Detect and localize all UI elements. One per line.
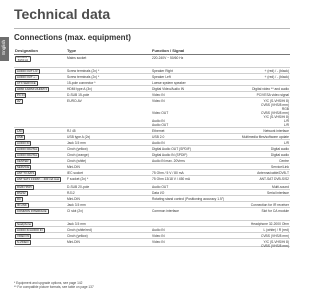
table-row	[14, 208, 290, 221]
signal-line: Antenna/cable/DVB-T	[257, 171, 289, 175]
connector-function	[152, 93, 165, 97]
language-tab-label: English	[1, 40, 6, 55]
signal-line: Digital audio	[270, 153, 289, 157]
connector-function	[152, 135, 164, 139]
connector-label	[15, 240, 31, 245]
signal-line: L (white) / R (red)	[263, 228, 289, 232]
connector-type: HDMI type A (3x)	[67, 87, 92, 91]
connector-type: IEC socket	[67, 171, 83, 175]
section-title: Connections (max. equipment)	[14, 33, 131, 42]
connector-chip: PC IN	[17, 93, 25, 97]
function-line: Data I/O	[152, 191, 165, 195]
column-header-type: Type	[67, 48, 77, 53]
connector-signal	[271, 165, 289, 169]
connector-chip: RS232	[17, 191, 26, 195]
signal-line: Y/C (S-VHS/Hi 8)	[263, 115, 289, 119]
connector-type: 15-pole connector *	[67, 81, 96, 85]
connector-signal	[271, 153, 289, 157]
connector-type: CI slot (2x)	[67, 209, 83, 213]
signal-line: Slot for CA module	[261, 209, 289, 213]
language-tab	[0, 37, 9, 61]
function-line: Ethernet	[152, 129, 165, 133]
table-row	[14, 176, 290, 184]
connector-signal	[257, 171, 289, 175]
signal-line: Digital audio	[270, 147, 289, 151]
connector-function	[152, 141, 165, 145]
connector-type: RJ 45	[67, 129, 76, 133]
function-line: Audio IN	[152, 119, 165, 123]
function-line: Digital Audio OUT (SPDIF)	[152, 147, 191, 151]
connector-function	[152, 129, 164, 133]
connector-label	[15, 177, 61, 182]
function-line: Digital Audio IN (SPDIF)	[152, 153, 188, 157]
signal-line: Network interface	[263, 129, 289, 133]
connector-chip: AUDIO IN	[17, 141, 30, 145]
connector-chip: VIDEO IN	[17, 234, 30, 238]
function-line: Audio OUT	[152, 123, 169, 127]
function-line: Audio IN max. 20Vrms	[152, 159, 185, 163]
function-line: Speaker Right	[152, 69, 173, 73]
connector-signal	[261, 99, 289, 127]
signal-line: L/R	[283, 141, 289, 145]
signal-line: L/R	[283, 119, 289, 123]
connections-table	[14, 55, 290, 247]
connector-type: Cinch (white)	[67, 159, 87, 163]
connector-type: Cinch (orange)	[67, 153, 89, 157]
connector-function	[152, 191, 164, 195]
signal-line: Multi-sound	[271, 185, 289, 189]
connector-signal	[284, 141, 289, 145]
connector-type: Jack 3.5 mm	[67, 222, 86, 226]
signal-line: Y/C (S-VHS/Hi 8)	[263, 99, 289, 103]
mains-socket-icon: 100-240V ~ 50/60 Hz	[16, 56, 30, 62]
connector-chip: AUDIO IN AUDIO IN	[17, 228, 43, 232]
connector-function	[152, 69, 173, 73]
function-line: Common interface	[152, 209, 179, 213]
connector-function	[152, 75, 171, 79]
connector-signal	[265, 69, 289, 73]
connector-chip: USB	[17, 135, 23, 139]
connector-signal	[271, 147, 289, 151]
connector-label	[15, 56, 31, 62]
function-line: Audio IN	[152, 141, 165, 145]
connector-signal	[261, 234, 289, 238]
connector-chip: RGB/YPbPr	[17, 185, 32, 189]
connector-label	[15, 99, 23, 104]
function-line: Audio OUT	[152, 185, 169, 189]
connector-type: Screw terminals (2x) *	[67, 69, 100, 73]
connector-function	[152, 153, 187, 157]
connector-type: Cinch (yellow)	[67, 234, 88, 238]
signal-line: RGB	[281, 107, 289, 111]
connector-chip: AUDIO OUT L R	[17, 69, 38, 73]
signal-line: CVBS (VHS/8 mm)	[260, 244, 289, 248]
connector-chip: AUDIO DIGITAL	[17, 147, 38, 151]
function-line: 75 Ohm / 5 V / 80 mA	[152, 171, 184, 175]
connector-type: Jack 3.5 mm	[67, 141, 86, 145]
connector-function	[152, 87, 184, 91]
connector-label	[15, 209, 49, 214]
connector-chip: ANT TV-SAT1	[17, 171, 35, 175]
connector-type: D-SUB 15-pole	[67, 93, 90, 97]
table-row	[14, 55, 290, 68]
function-line: Speaker Left	[152, 75, 171, 79]
connector-type: D-SUB 20-pole	[67, 185, 90, 189]
function-line: USB 2.0	[152, 135, 165, 139]
connector-chip: AUDIO OUT + -	[17, 75, 37, 79]
connector-type: F socket (2x) *	[67, 177, 89, 181]
signal-line: CVBS (VHS/8 mm)	[260, 234, 289, 238]
connector-function	[152, 159, 185, 163]
connector-signal	[265, 75, 289, 79]
connector-chip: LAN	[17, 129, 23, 133]
connector-function	[152, 147, 191, 151]
signal-line: Centre	[279, 159, 289, 163]
function-line: Video IN	[152, 99, 165, 103]
connector-type: Cinch (yellow)	[67, 147, 88, 151]
connector-signal	[242, 135, 289, 139]
connector-function	[152, 171, 184, 175]
connector-function	[152, 197, 224, 201]
signal-line: Service/Link	[271, 165, 289, 169]
connector-signal	[251, 222, 289, 226]
connector-function	[152, 185, 168, 189]
connector-signal	[257, 93, 289, 97]
signal-line: PC/VESA video signal	[256, 93, 289, 97]
signal-line: Connection for IR receiver	[250, 203, 289, 207]
signal-line: Digital video ** and audio	[252, 87, 289, 91]
connector-function	[152, 81, 186, 85]
function-line: 220-240V ~ 50/60 Hz	[152, 56, 184, 60]
connector-signal	[261, 240, 289, 248]
connector-type: Mini-DIN	[67, 240, 80, 244]
table-row	[14, 98, 290, 128]
function-line: Video IN	[152, 234, 165, 238]
function-line: Video IN	[152, 240, 165, 244]
connector-function	[152, 234, 165, 238]
function-line: Loewe system speaker	[152, 81, 186, 85]
connector-signal	[267, 191, 289, 195]
signal-line: L/R	[283, 123, 289, 127]
signal-line: Serial interface	[267, 191, 289, 195]
connector-chip: RC	[17, 197, 22, 201]
header-divider	[14, 28, 290, 29]
connector-chip: IR LINK	[17, 203, 27, 207]
connector-signal	[252, 87, 289, 91]
signal-line: Headphone 32-2000 Ohm	[250, 222, 289, 226]
signal-line: CVBS (VHS/8 mm)	[260, 111, 289, 115]
signal-line: + (red) / - (black)	[264, 69, 289, 73]
connector-type: Mini-DIN	[67, 197, 80, 201]
footnote: ** For compatible picture formats, see table on page 137	[14, 285, 94, 290]
signal-line: ANT-SAT DVB-S/S2	[259, 177, 289, 181]
function-line: Digital Video/Audio IN	[152, 87, 185, 91]
connector-chip: COMMON INTERFACE	[17, 209, 47, 213]
table-row	[14, 239, 290, 247]
connector-type: USB type A (2x)	[67, 135, 91, 139]
connector-signal	[251, 203, 289, 207]
function-line: Video OUT	[152, 111, 169, 115]
connector-signal	[279, 159, 289, 163]
connector-chip: HDMI 1/HDMI 2/HDMI 3	[17, 87, 47, 91]
connector-signal	[262, 209, 290, 213]
connector-function	[152, 228, 165, 232]
connector-type: Screw terminals (2x) *	[67, 75, 100, 79]
signal-line: + (red) / - (black)	[264, 75, 289, 79]
connector-chip: S-VIDEO	[17, 240, 29, 244]
connector-chip: ANT SAT1 13/18V ... 400 mA max	[17, 177, 60, 181]
function-line: 75 Ohm 13/18 V / 450 mA	[152, 177, 191, 181]
connector-function	[152, 240, 165, 244]
function-line: Rotating stand control (Positioning accuracy 1.5°)	[152, 197, 225, 201]
connector-chip: SERVICE	[17, 165, 30, 169]
connector-chip: headphone	[17, 222, 31, 226]
column-header-function: Function / Signal	[152, 48, 185, 53]
connector-type: EURO-AV	[67, 99, 82, 103]
connector-type: Jack 3.5 mm	[67, 203, 86, 207]
connector-function	[152, 56, 183, 60]
column-header-designation: Designation	[15, 48, 38, 53]
connector-function	[152, 177, 190, 181]
connector-chip: AUDIO DIGITAL	[17, 153, 38, 157]
footnote: * Equipment and upgrade options, see page 142	[14, 281, 83, 285]
connector-signal	[259, 177, 289, 181]
signal-line: Multimedia files/software update	[241, 135, 289, 139]
function-line: Audio IN	[152, 228, 165, 232]
connector-type: RJ12	[67, 191, 75, 195]
connector-chip: CENTER	[17, 159, 29, 163]
connector-function	[152, 99, 168, 127]
connector-function	[152, 209, 179, 213]
connector-signal	[263, 129, 289, 133]
connector-type: Mains socket	[67, 56, 87, 60]
connector-signal	[263, 228, 289, 232]
connector-type: Mini-DIN	[67, 165, 80, 169]
connector-type: Cinch (white/red)	[67, 228, 92, 232]
signal-line: CVBS (VHS/8 mm)	[260, 103, 289, 107]
connector-signal	[272, 185, 289, 189]
function-line: Video IN	[152, 93, 165, 97]
footnotes	[14, 281, 94, 289]
connector-chip: AV	[17, 99, 21, 103]
connector-chip: CTX SERVICE	[17, 81, 36, 85]
signal-line: Y/C (S-VHS/Hi 8)	[263, 240, 289, 244]
page-title: Technical data	[14, 6, 111, 22]
